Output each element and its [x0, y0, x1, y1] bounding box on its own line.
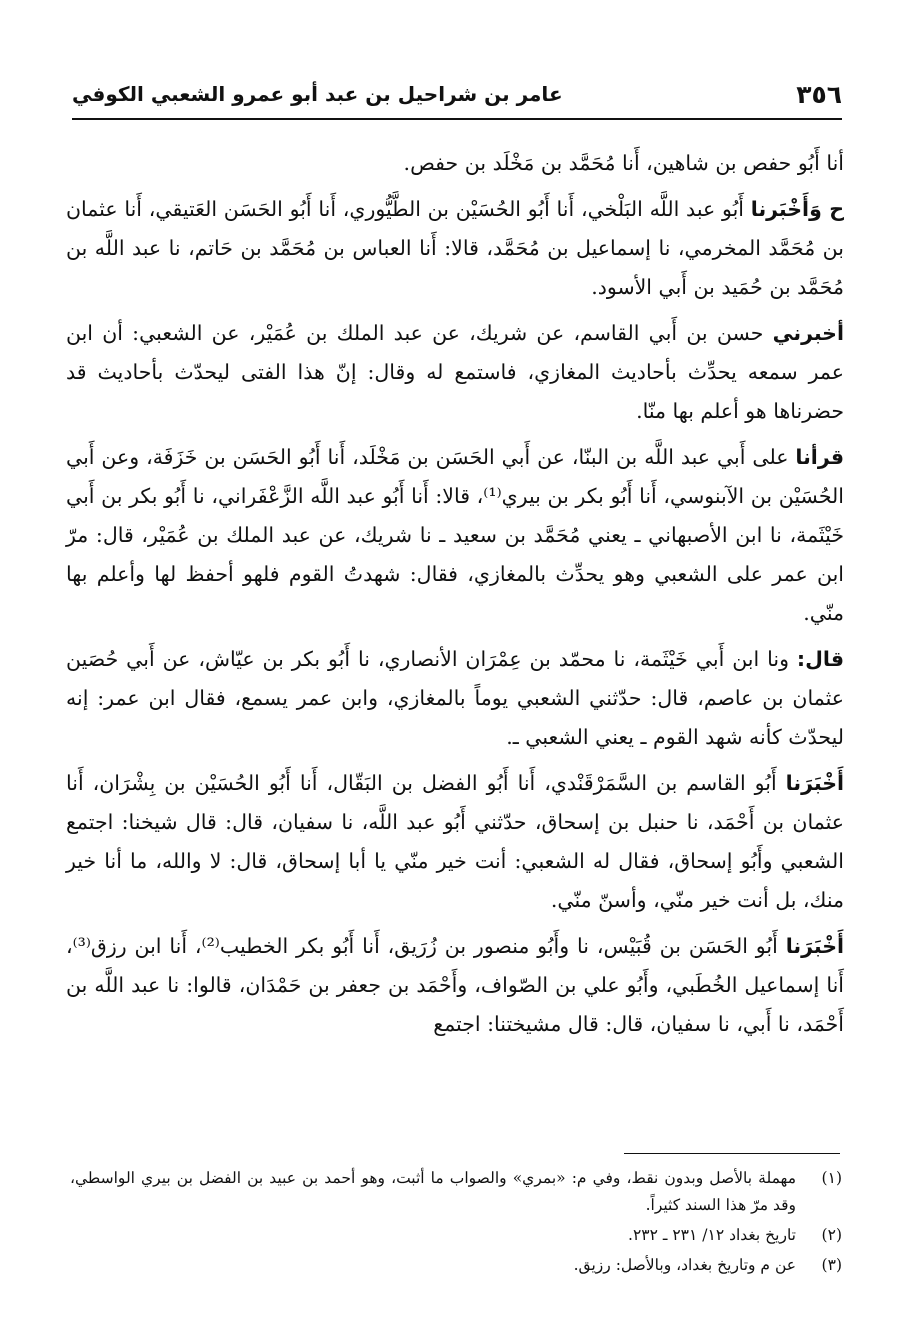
paragraph-4 — [66, 438, 844, 633]
paragraph-2 — [66, 190, 844, 307]
paragraph-lead: قرأنا — [795, 445, 844, 469]
footnote-number: (٣) — [821, 1256, 842, 1274]
paragraph-lead: أخبرني — [772, 321, 844, 345]
footnote-number: (٢) — [821, 1226, 842, 1244]
paragraph-text: ونا ابن أَبي خَيْثَمة، نا محمّد بن عِمْرَان الأنصاري، نا أَبُو بكر بن عيّاش، عن أَبي حُصَين عثمان بن عاصم، قال: حدّثني الشعبي يوماً بالمغازي، وابن عمر يسمع، فقال ابن عمر: إنه ليحدّث كأنه شهد القوم ـ يعني الشعبي ـ. — [66, 647, 844, 749]
footnote-text: مهملة بالأصل وبدون نقط، وفي م: «بمري» والصواب ما أثبت، وهو أحمد بن عبيد بن الفضل بن بيري الواسطي، وقد مرّ هذا السند كثيراً. — [70, 1169, 796, 1214]
paragraph-6 — [66, 764, 844, 920]
paragraph-5 — [66, 640, 844, 757]
paragraph-lead: ح وَأَخْبَرنا — [750, 197, 844, 221]
footnote-rule — [624, 1153, 840, 1154]
paragraph-text: أَبُو الحَسَن بن قُبَيْس، نا وأَبُو منصور بن زُرَيق، أَنا أَبُو بكر الخطيب⁽²⁾، أَنا ابن رزق⁽³⁾، أَنا إسماعيل الخُطَبي، وأَبُو علي بن الصّواف، وأَحْمَد بن جعفر بن حَمْدَان، قالوا: نا عبد اللَّه بن أَحْمَد، نا أَبي، نا سفيان، قال: قال مشيختنا: اجتمع — [66, 934, 844, 1036]
footnote-1 — [70, 1165, 842, 1219]
paragraph-text: أَبُو القاسم بن السَّمَرْقَنْدي، أَنا أَبُو الفضل بن البَقّال، أَنا أَبُو الحُسَيْن بن بِشْرَان، أَنا عثمان بن أَحْمَد، نا حنبل بن إسحاق، حدّثني أَبُو عبد اللَّه، نا سفيان، قال: قال شيخنا: اجتمع الشعبي وأَبُو إسحاق، فقال له الشعبي: أنت خير منّي يا أبا إسحاق، قال: لا والله، ما أنا خير منك، بل أنت خير منّي، وأسنّ منّي. — [66, 771, 844, 912]
running-head — [72, 74, 842, 114]
running-title: عامر بن شراحيل بن عبد أبو عمرو الشعبي الكوفي — [72, 82, 563, 106]
footnote-2 — [70, 1222, 842, 1249]
paragraph-3 — [66, 314, 844, 431]
paragraph-7 — [66, 927, 844, 1044]
paragraph-text: أَبُو عبد اللَّه البَلْخي، أَنا أَبُو الحُسَيْن بن الطَّيُّوري، أَنا أَبُو الحَسَن العَتيقي، أَنا عثمان بن مُحَمَّد المخرمي، نا إسماعيل بن مُحَمَّد، قالا: أَنا العباس بن مُحَمَّد بن حَاتم، نا عبد اللَّه بن مُحَمَّد بن حُمَيد بن أَبي الأسود. — [66, 197, 844, 299]
paragraph-1 — [66, 144, 844, 183]
paragraph-text: حسن بن أَبي القاسم، عن شريك، عن عبد الملك بن عُمَيْر، عن الشعبي: أن ابن عمر سمعه يحدِّث بأحاديث المغازي، فاستمع له وقال: إنّ هذا الفتى ليحدّث بأحاديث قد حضرناها هو أعلم بها منّا. — [66, 321, 844, 423]
footnote-3 — [70, 1252, 842, 1279]
paragraph-text: على أَبي عبد اللَّه بن البنّا، عن أَبي الحَسَن بن مَخْلَد، أَنا أَبُو الحَسَن بن خَزَفَة، وعن أَبي الحُسَيْن بن الآبنوسي، أَنا أَبُو بكر بن بيري⁽¹⁾، قالا: أَنا أَبُو عبد اللَّه الزَّعْفَراني، نا أَبُو بكر بن أَبي خَيْثَمة، نا ابن الأصبهاني ـ يعني مُحَمَّد بن سعيد ـ نا شريك، عن عبد الملك بن عُمَيْر، قال: مرّ ابن عمر على الشعبي وهو يحدِّث بالمغازي، فقال: شهدتُ القوم فلهو أحفظ لها وأعلم بها منّي. — [66, 445, 844, 625]
header-rule — [72, 118, 842, 120]
paragraph-lead: أَخْبَرَنا — [785, 934, 845, 958]
footnotes — [70, 1165, 842, 1282]
footnote-text: تاريخ بغداد ١٢/ ٢٣١ ـ ٢٣٢. — [628, 1226, 796, 1244]
paragraph-text: أنا أَبُو حفص بن شاهين، أَنا مُحَمَّد بن مَخْلَد بن حفص. — [403, 151, 844, 175]
paragraph-lead: أَخْبَرَنا — [785, 771, 844, 795]
page-number: ٣٥٦ — [796, 79, 842, 109]
main-text — [66, 144, 844, 1051]
footnote-number: (١) — [821, 1169, 842, 1187]
paragraph-lead: قال: — [796, 647, 844, 671]
footnote-text: عن م وتاريخ بغداد، وبالأصل: رزيق. — [573, 1256, 796, 1274]
